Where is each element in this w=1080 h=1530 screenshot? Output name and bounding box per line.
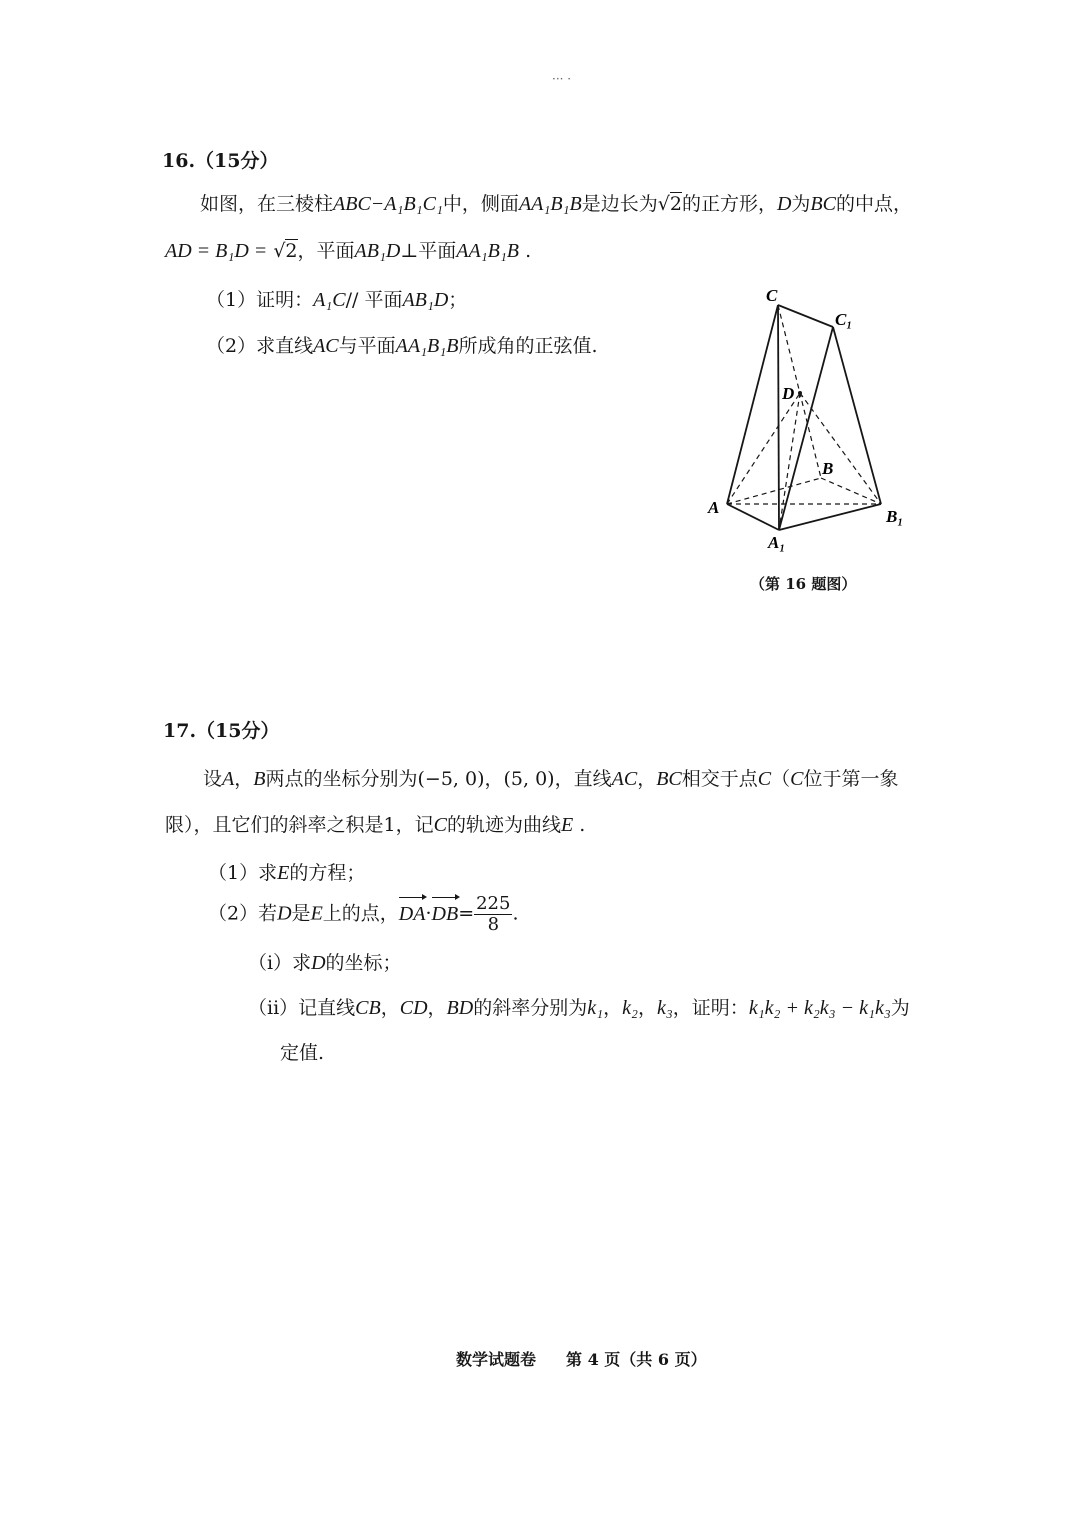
math-a: A <box>222 768 235 790</box>
text: 设 <box>203 768 223 790</box>
text: 所成角的正弦值. <box>458 335 598 357</box>
math-e: E <box>277 862 290 884</box>
text: 为 <box>791 193 811 215</box>
figure-caption: （第 16 题图） <box>750 575 857 593</box>
text: ⊥平面 <box>400 240 457 262</box>
question-16-part-1 <box>206 287 467 313</box>
math-prism: ABC−A₁B₁C₁ <box>333 193 443 215</box>
text: ，平面 <box>297 240 355 262</box>
math-bc: BC <box>810 193 836 215</box>
text: ； <box>448 289 468 311</box>
text: 中，侧面 <box>442 193 519 215</box>
text: ，记 <box>395 814 434 836</box>
text: ， <box>427 997 447 1019</box>
edge-a-a1 <box>727 504 779 530</box>
text: ，直线 <box>554 768 612 790</box>
text: 限），且它们的斜率之积是 <box>165 814 384 836</box>
edge-a-b <box>727 478 821 504</box>
math-b: B <box>253 768 266 790</box>
text: （ <box>771 768 791 790</box>
math-d: D <box>311 952 326 974</box>
math-c: C <box>757 768 772 790</box>
question-17-part-2-i <box>248 950 402 976</box>
header-marks: ·‧· · <box>552 72 572 86</box>
math-c: C <box>433 814 447 836</box>
text: 上的点， <box>322 902 399 925</box>
text: // 平面 <box>345 289 403 311</box>
math-cb: CB <box>355 997 381 1019</box>
label-a1: A₁ <box>768 533 786 552</box>
fraction-numerator: 225 <box>476 893 511 914</box>
text: 与平面 <box>338 335 396 357</box>
text: （ii）记直线 <box>248 997 356 1019</box>
text: 相交于点 <box>681 768 758 790</box>
sqrt-radicand: 2 <box>285 240 298 262</box>
edge-c-a1 <box>778 305 779 530</box>
vector-da: DA <box>399 895 426 927</box>
math-k2: k₂ <box>622 997 638 1019</box>
math-k3: k₃ <box>656 997 673 1019</box>
coord-a: (−5, 0) <box>417 768 485 790</box>
math-c: C <box>790 768 804 790</box>
edge-c1-b1 <box>833 327 881 504</box>
text: ， <box>234 768 254 790</box>
edge-c-c1 <box>778 305 833 327</box>
text: ， <box>484 768 504 790</box>
equals-sign: = <box>458 902 475 925</box>
math-ac: AC <box>313 335 339 357</box>
text: 的斜率分别为 <box>473 997 588 1019</box>
math-ac: AC <box>611 768 638 790</box>
text: . <box>525 240 532 262</box>
math-face: AA₁B₁B <box>518 193 582 215</box>
edge-c1-a1 <box>779 327 833 530</box>
text: 的正方形， <box>681 193 777 215</box>
label-b: B <box>822 459 834 478</box>
value-one: 1 <box>383 814 396 836</box>
question-17-title: 17.（15分） <box>163 720 280 742</box>
question-17-part-1 <box>208 860 365 886</box>
text: 的轨迹为曲线 <box>446 814 561 836</box>
vector-db: DB <box>432 895 459 927</box>
edge-c-a <box>727 305 778 504</box>
math-plane: AB₁D <box>402 289 449 311</box>
math-plane-ab1d: AB₁D <box>354 240 401 262</box>
math-k1: k₁ <box>587 997 604 1019</box>
text: （i）求 <box>248 952 312 974</box>
question-17-part-2 <box>208 894 519 935</box>
text: 如图，在三棱柱 <box>200 193 334 215</box>
text: ，证明： <box>672 997 749 1019</box>
math-ad-equation: AD = B₁D = <box>165 240 268 262</box>
label-b1: B₁ <box>886 507 904 526</box>
question-16-stem-line-1 <box>200 191 912 217</box>
dot-operator: · <box>425 902 432 925</box>
edge-a1-b1 <box>779 504 881 530</box>
question-16-stem-line-2 <box>165 238 531 264</box>
label-c: C <box>766 286 778 305</box>
math-e: E <box>560 814 574 836</box>
math-bd: BD <box>446 997 474 1019</box>
label-a: A <box>708 498 720 517</box>
text: 是 <box>291 902 311 925</box>
text: 为 <box>890 997 910 1019</box>
text: （1）求 <box>208 862 278 884</box>
text: . <box>579 814 586 836</box>
solid-edges <box>727 305 881 530</box>
math-plane: AA₁B₁B <box>395 335 459 357</box>
sqrt-radicand: 2 <box>669 193 682 215</box>
point-d-dot <box>798 391 802 395</box>
question-17-part-2-ii-end: 定值. <box>280 1042 325 1064</box>
text: ， <box>637 768 657 790</box>
text: ， <box>603 997 623 1019</box>
footer <box>456 1347 707 1370</box>
prism-figure <box>690 280 930 570</box>
text: ， <box>380 997 400 1019</box>
label-d: D <box>782 384 795 403</box>
text: ， <box>637 997 657 1019</box>
edge-d-b1 <box>800 393 881 504</box>
text: 位于第一象 <box>803 768 899 790</box>
math-bc: BC <box>656 768 682 790</box>
text: 的坐标； <box>325 952 402 974</box>
sqrt-symbol: √ <box>273 240 286 262</box>
math-cd: CD <box>399 997 428 1019</box>
text: 是边长为 <box>581 193 658 215</box>
fraction <box>474 894 512 935</box>
math-a1c: A₁C <box>313 289 346 311</box>
math-plane-aa1b1b: AA₁B₁B <box>456 240 520 262</box>
footer-subject: 数学试题卷 <box>456 1350 537 1369</box>
math-point-d: D <box>776 193 792 215</box>
text: 的中点， <box>835 193 912 215</box>
text: . <box>512 902 519 925</box>
question-16-part-2 <box>206 333 598 359</box>
math-e: E <box>310 902 323 925</box>
text: （1）证明： <box>206 289 314 311</box>
math-expression: k₁k₂ + k₂k₃ − k₁k₃ <box>748 997 891 1019</box>
footer-page-number: 第 4 页（共 6 页） <box>566 1350 707 1369</box>
sqrt-symbol: √ <box>657 193 670 215</box>
coord-b: (5, 0) <box>503 768 555 790</box>
question-17-stem-line-1 <box>203 766 899 792</box>
question-16-title: 16.（15分） <box>162 150 279 172</box>
question-17-stem-line-2 <box>165 812 585 838</box>
text: 的方程； <box>289 862 366 884</box>
math-d: D <box>277 902 292 925</box>
label-c1: C₁ <box>835 310 853 329</box>
text: （2）求直线 <box>206 335 314 357</box>
text: （2）若 <box>208 902 278 925</box>
fraction-denominator: 8 <box>487 914 500 935</box>
text: 两点的坐标分别为 <box>265 768 418 790</box>
question-17-part-2-ii <box>248 995 910 1021</box>
